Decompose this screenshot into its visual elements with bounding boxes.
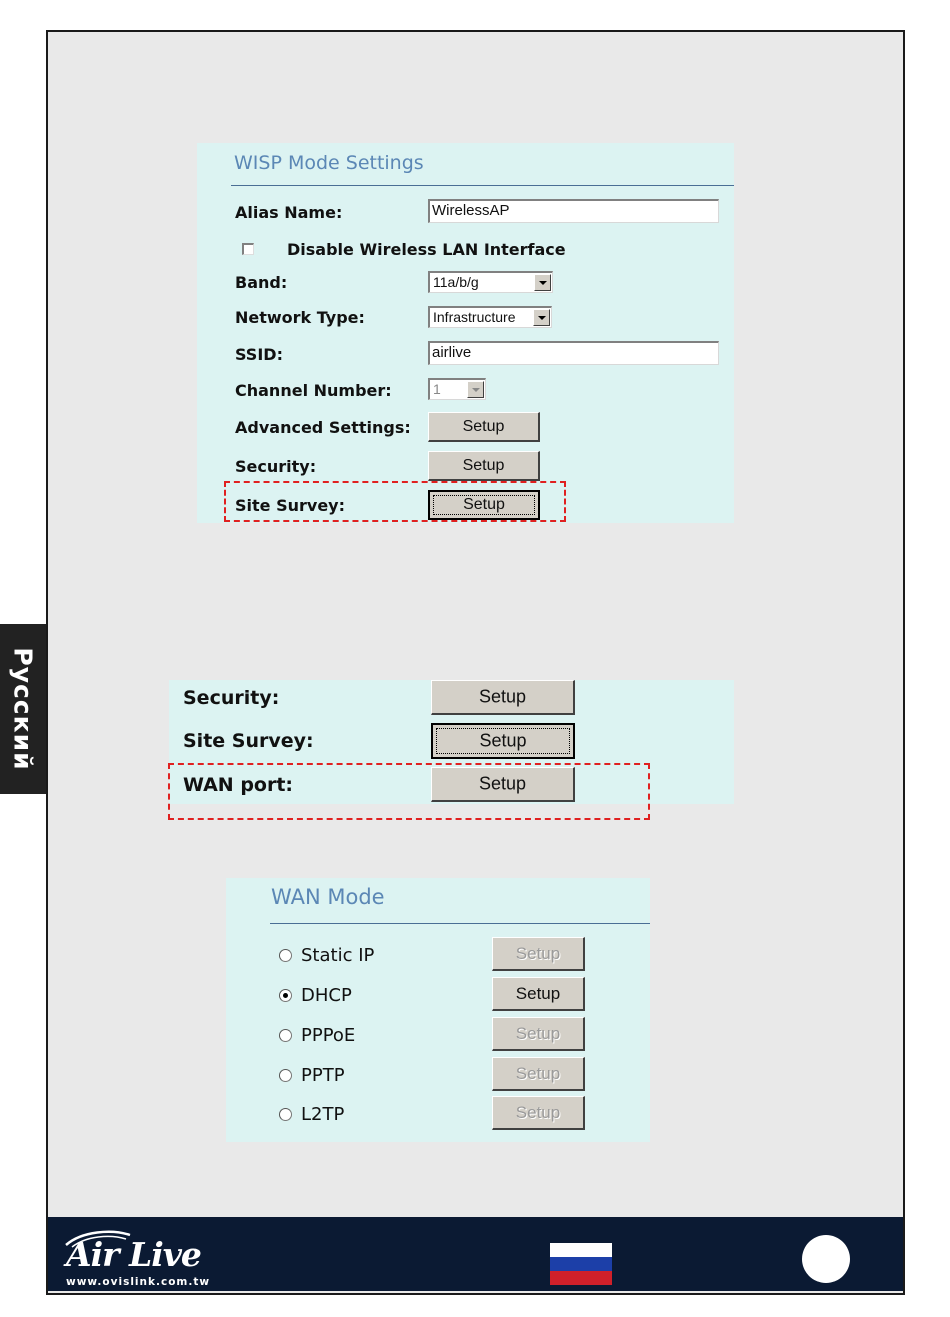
- channel-number-label: Channel Number:: [235, 381, 392, 400]
- zoom-site-survey-setup-button[interactable]: [431, 723, 575, 759]
- zoom-security-label: Security:: [183, 687, 280, 709]
- language-side-tab: [0, 624, 46, 794]
- zoom-site-survey-label: Site Survey:: [183, 730, 314, 752]
- language-label: Русский: [8, 647, 38, 771]
- network-type-dropdown-arrow-icon[interactable]: [533, 309, 550, 326]
- static-ip-setup-label: Setup: [515, 943, 561, 963]
- pppoe-setup-button[interactable]: [492, 1017, 585, 1051]
- l2tp-setup-button[interactable]: [492, 1096, 585, 1130]
- footer-bar: [48, 1217, 903, 1291]
- flag-stripe-blue: [550, 1257, 612, 1271]
- band-label: Band:: [235, 273, 288, 292]
- alias-name-input[interactable]: WirelessAP: [428, 199, 719, 223]
- channel-number-select[interactable]: [428, 378, 486, 400]
- wisp-title-rule: [231, 185, 734, 186]
- advanced-settings-label: Advanced Settings:: [235, 418, 411, 437]
- disable-wlan-checkbox[interactable]: [242, 243, 254, 255]
- network-type-value: Infrastructure: [433, 309, 516, 325]
- wan-mode-title-rule: [270, 923, 650, 924]
- wisp-title: WISP Mode Settings: [234, 152, 424, 174]
- pptp-setup-label: Setup: [515, 1063, 561, 1083]
- site-survey-setup-label: Setup: [463, 496, 505, 513]
- band-value: 11a/b/g: [433, 274, 479, 290]
- pptp-radio[interactable]: [279, 1069, 292, 1082]
- band-dropdown-arrow-icon[interactable]: [534, 274, 551, 291]
- ssid-input[interactable]: airlive: [428, 341, 719, 365]
- pppoe-radio[interactable]: [279, 1029, 292, 1042]
- flag-stripe-white: [550, 1243, 612, 1257]
- static-ip-setup-button[interactable]: [492, 937, 585, 971]
- band-select[interactable]: [428, 271, 553, 293]
- advanced-setup-label: Setup: [462, 417, 505, 435]
- channel-dropdown-arrow-icon[interactable]: [467, 381, 484, 398]
- alias-name-label: Alias Name:: [235, 203, 343, 222]
- zoom-site-survey-setup-label: Setup: [479, 730, 527, 751]
- airlive-logo: Air Live: [66, 1235, 201, 1274]
- zoom-security-setup-label: Setup: [478, 686, 527, 707]
- dhcp-radio-dot: [283, 993, 288, 998]
- security-setup-label: Setup: [462, 456, 505, 474]
- wan-port-highlight: [168, 763, 650, 820]
- dhcp-setup-button[interactable]: [492, 977, 585, 1011]
- site-survey-label: Site Survey:: [235, 496, 345, 515]
- static-ip-radio[interactable]: [279, 949, 292, 962]
- advanced-settings-setup-button[interactable]: [428, 412, 540, 442]
- wan-port-setup-label: Setup: [478, 773, 527, 794]
- zoom-security-setup-button[interactable]: [431, 680, 575, 715]
- dhcp-label: DHCP: [301, 985, 352, 1006]
- channel-number-value: 1: [433, 381, 441, 397]
- dhcp-radio[interactable]: [279, 989, 292, 1002]
- russian-flag-icon: [550, 1243, 612, 1285]
- security-setup-button[interactable]: [428, 451, 540, 481]
- static-ip-label: Static IP: [301, 945, 375, 966]
- pppoe-label: PPPoE: [301, 1025, 356, 1046]
- ssid-label: SSID:: [235, 345, 283, 364]
- brand-url: www.ovislink.com.tw: [66, 1276, 211, 1288]
- pptp-label: PPTP: [301, 1065, 345, 1086]
- wan-mode-panel: [226, 878, 650, 1142]
- pppoe-setup-label: Setup: [515, 1023, 561, 1043]
- security-label: Security:: [235, 457, 317, 476]
- flag-stripe-red: [550, 1271, 612, 1285]
- network-type-select[interactable]: [428, 306, 552, 328]
- site-survey-highlight: [224, 481, 566, 522]
- wisp-settings-panel: [197, 143, 734, 523]
- wan-mode-title: WAN Mode: [271, 885, 385, 909]
- wan-port-label: WAN port:: [183, 774, 294, 796]
- dhcp-setup-label: Setup: [515, 983, 561, 1003]
- network-type-label: Network Type:: [235, 308, 365, 327]
- page-number-circle: [802, 1235, 850, 1283]
- l2tp-label: L2TP: [301, 1104, 345, 1125]
- pptp-setup-button[interactable]: [492, 1057, 585, 1091]
- l2tp-radio[interactable]: [279, 1108, 292, 1121]
- disable-wlan-label: Disable Wireless LAN Interface: [287, 240, 566, 259]
- l2tp-setup-label: Setup: [515, 1102, 561, 1122]
